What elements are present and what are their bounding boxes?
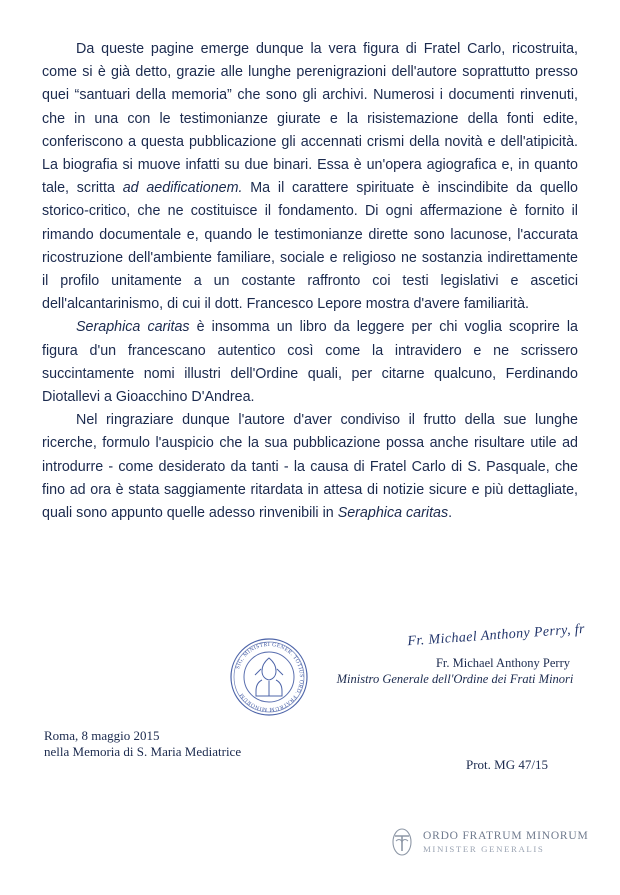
paragraph-3-run-3: .	[448, 505, 453, 522]
signer-name: Fr. Michael Anthony Perry	[435, 656, 570, 670]
paragraph-2-run-1-italic: Seraphica caritas	[76, 319, 190, 336]
paragraph-2	[42, 316, 578, 409]
footer-logo	[389, 822, 589, 862]
official-seal-stamp	[228, 636, 310, 718]
paragraph-1-run-2-italic: ad aedificationem.	[122, 180, 243, 197]
place-date-line-2: nella Memoria di S. Maria Mediatrice	[44, 744, 242, 759]
paragraph-2-run-2: è insomma un libro da leggere per chi voglia scoprire la figura d'un francescano autentico così come la intravidero e ne scrissero succintamente nomi illustri dell'Ordine quali, per citarne qualcuno, Ferdinando Diotallevi a Gioacchino D'Andrea.	[42, 319, 578, 406]
paragraph-1-run-1: Da queste pagine emerge dunque la vera figura di Fratel Carlo, ricostruita, come si è già detto, grazie alle lunghe perenigrazioni dell'autore soprattutto presso quei “santuari della memoria” che sono gli archivi. Numerosi i documenti rinvenuti, che in una con le testimonianze giurate e la risistemazione della fonti edite, conferiscono a questa pubblicazione gli accennati crismi della novità e dell'atipicità. La biografia si muove infatti su due binari. Essa è un'opera agiografica e, in quanto tale, scritta	[42, 41, 578, 197]
paragraph-1-run-3: Ma il carattere spirituate è inscindibite da quello storico-critico, che ne costituisce il fondamento. Di ogni affermazione è fornito il rimando documentale e, quando le testimonianze dirette sono lacunose, l'accurata ricostruzione dell'ambiente familiare, sociale e religioso ne sostanzia indirettamente il profilo unitamente a un costante raffronto coi testi legislativi e ascetici dell'alcantarinismo, di cui il dott. Francesco Lepore mostra d'avere familiarità.	[42, 180, 578, 313]
seal-ring-text: SIG. MINISTRI GENER. TOTIUS ORD. FRATRUM MINORUM	[235, 641, 305, 713]
paragraph-3-run-1: Nel ringraziare dunque l'autore d'aver condiviso il frutto della sue lunghe ricerche, formulo l'auspicio che la sua pubblicazione possa anche risultare utile ad introdurre - come desiderato da tanti - la causa di Fratel Carlo di S. Pasquale, che fino ad ora è stata saggiamente ritardata in attesa di notizie sicure e più dettagliate, quali sono appunto quelle adesso rinvenibili in	[42, 412, 578, 522]
signer-role: Ministro Generale dell'Ordine dei Frati Minori	[336, 672, 574, 686]
footer-text-block	[423, 830, 589, 853]
protocol-number: Prot. MG 47/15	[466, 757, 548, 772]
tau-cross-icon	[389, 827, 415, 857]
paragraph-3	[42, 409, 578, 525]
place-and-date	[44, 728, 241, 760]
place-date-line-1: Roma, 8 maggio 2015	[44, 728, 160, 743]
letter-body	[42, 38, 578, 525]
paragraph-1	[42, 38, 578, 316]
handwritten-signature: Fr. Michael Anthony Perry, fr	[407, 621, 586, 650]
signature-block	[0, 618, 620, 728]
footer-subtitle: MINISTER GENERALIS	[423, 843, 545, 854]
footer-title: ORDO FRATRUM MINORUM	[423, 830, 589, 843]
paragraph-3-run-2-italic: Seraphica caritas	[337, 505, 449, 522]
